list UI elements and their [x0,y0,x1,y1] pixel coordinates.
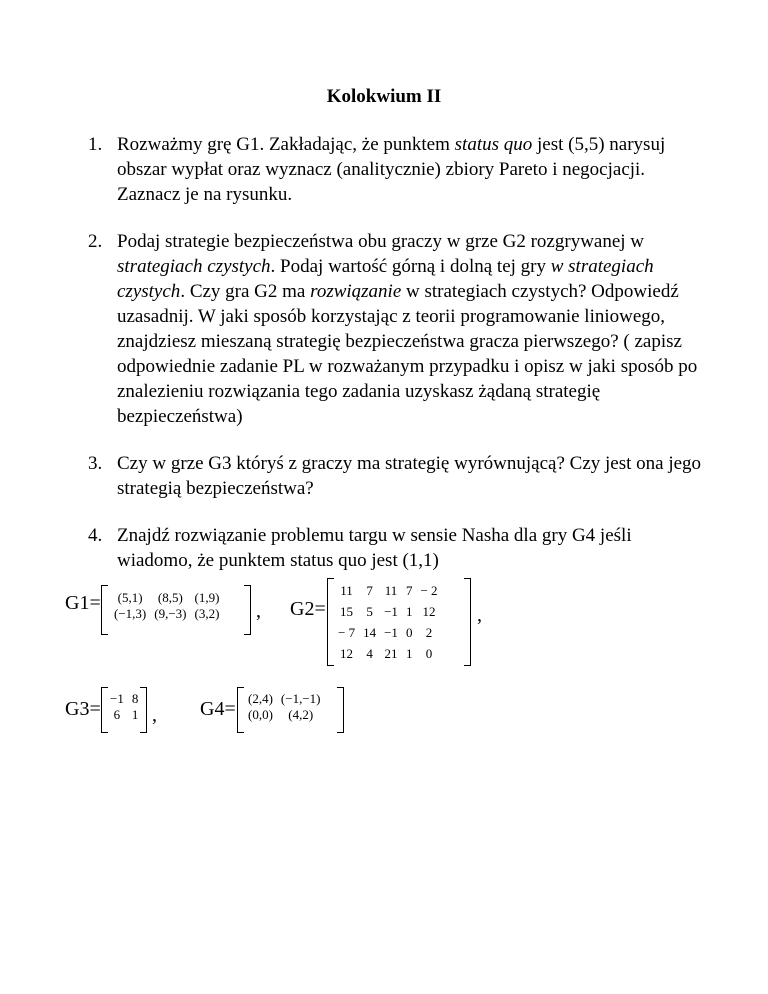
matrix-comma: , [256,600,261,622]
emphasis-text: status quo [454,134,533,155]
text-segment: . Podaj wartość górną i dolną tej gry [270,256,551,277]
bracket-right [244,585,251,635]
matrix-row [334,622,442,643]
matrix-cell: −1 [384,625,398,640]
matrix-cell: (−1,−1) [280,691,321,706]
task-text [88,132,708,207]
matrix-cell: (0,0) [248,707,273,722]
matrix-cell: 6 [113,707,121,722]
task-item [88,132,708,207]
matrix-cell: 12 [340,646,354,661]
matrix-cell: 5 [366,604,373,619]
matrix-cell: 0 [405,625,413,640]
task-text [88,229,708,429]
matrix-cell: 1 [405,646,413,661]
matrix-cell: 7 [405,583,413,598]
matrix-row [244,707,325,723]
matrix-comma: , [152,704,157,726]
matrix-label: G4= [200,698,236,720]
matrix-cells [334,580,442,664]
task-list [88,132,708,595]
matrix-cell: (−1,3) [114,606,147,621]
matrix-label: G3= [65,698,101,720]
bracket-right [140,687,147,733]
matrix-row [334,643,442,664]
matrix-cell: (2,4) [248,691,273,706]
matrix-cell: 15 [340,604,354,619]
bracket-left [237,687,244,733]
matrix-cell: 8 [131,691,139,706]
matrix-cell: (5,1) [117,590,143,605]
matrix-cell: 1 [131,707,139,722]
matrix-cell: 0 [425,646,433,661]
matrix-cells [244,691,325,723]
task-text [88,523,708,573]
task-number: 2. [88,231,103,252]
text-segment: jest (5,5) narysuj obszar wypłat oraz wyznacz (analitycznie) zbiory Pareto i negocjacji. Zaznacz je na rysunku. [117,134,666,205]
matrix-cell: −1 [384,604,398,619]
bracket-right [337,687,344,733]
text-segment: Podaj strategie bezpieczeństwa obu graczy w grze G2 rozgrywanej w [117,231,645,252]
matrix-cell: 14 [363,625,377,640]
matrix-cell: 1 [405,604,413,619]
matrix-cell: 12 [422,604,436,619]
matrix-row [334,601,442,622]
matrix-cell: 7 [366,583,373,598]
page-title: Kolokwium II [326,86,442,107]
matrix-row [106,707,142,723]
bracket-right [464,578,471,666]
text-segment: Czy w grze G3 któryś z graczy ma strategię wyrównującą? Czy jest ona jego strategią bezpieczeństwa? [117,453,702,499]
text-segment: w strategiach czystych? Odpowiedź uzasadnij. W jaki sposób korzystając z teorii programowanie liniowego, znajdziesz mieszaną strategię bezpieczeństwa gracza pierwszego? ( zapisz odpowiednie zadanie PL w rozważanym przypadku i opisz w jaki sposób po znalezieniu rozwiązania tego zadania uzyskasz żądaną strategię bezpieczeństwa) [117,281,698,427]
matrix-cell: (1,9) [194,590,220,605]
matrix-cell: 2 [425,625,433,640]
task-number: 3. [88,453,103,474]
emphasis-text: rozwiązanie [310,281,402,302]
matrix-cell: 4 [366,646,373,661]
matrix-cell: −1 [110,691,124,706]
bracket-left [101,585,108,635]
matrix-comma: , [477,604,482,626]
matrix-cell: − 2 [420,583,438,598]
task-item [88,451,708,501]
matrix-label: G1= [65,592,101,614]
matrix-cell: 11 [340,583,353,598]
matrix-cell: (8,5) [157,590,183,605]
task-item [88,523,708,573]
matrix-cell: 11 [384,583,398,598]
bracket-left [327,578,334,666]
matrix-cell: (9,−3) [154,606,187,621]
matrix-row [106,691,142,707]
matrix-row [244,691,325,707]
matrix-cells [110,590,223,622]
task-text [88,451,708,501]
emphasis-text: w strategiach czystych [117,256,654,302]
text-segment: Rozważmy grę G1. Zakładając, że punktem [117,134,455,155]
matrix-cell: (3,2) [194,606,220,621]
matrix-label: G2= [290,598,326,620]
matrix-cell: (4,2) [288,707,314,722]
matrix-row [110,590,223,606]
task-number: 4. [88,525,103,546]
matrix-row [334,580,442,601]
matrix-cell: 21 [384,646,398,661]
task-item [88,229,708,429]
emphasis-text: strategiach czystych [117,256,271,277]
task-number: 1. [88,134,103,155]
text-segment: . Czy gra G2 ma [180,281,311,302]
text-segment: Znajdź rozwiązanie problemu targu w sensie Nasha dla gry G4 jeśli wiadomo, że punktem status quo jest (1,1) [117,525,632,571]
matrix-cells [106,691,142,723]
matrix-cell: − 7 [338,625,356,640]
matrix-row [110,606,223,622]
